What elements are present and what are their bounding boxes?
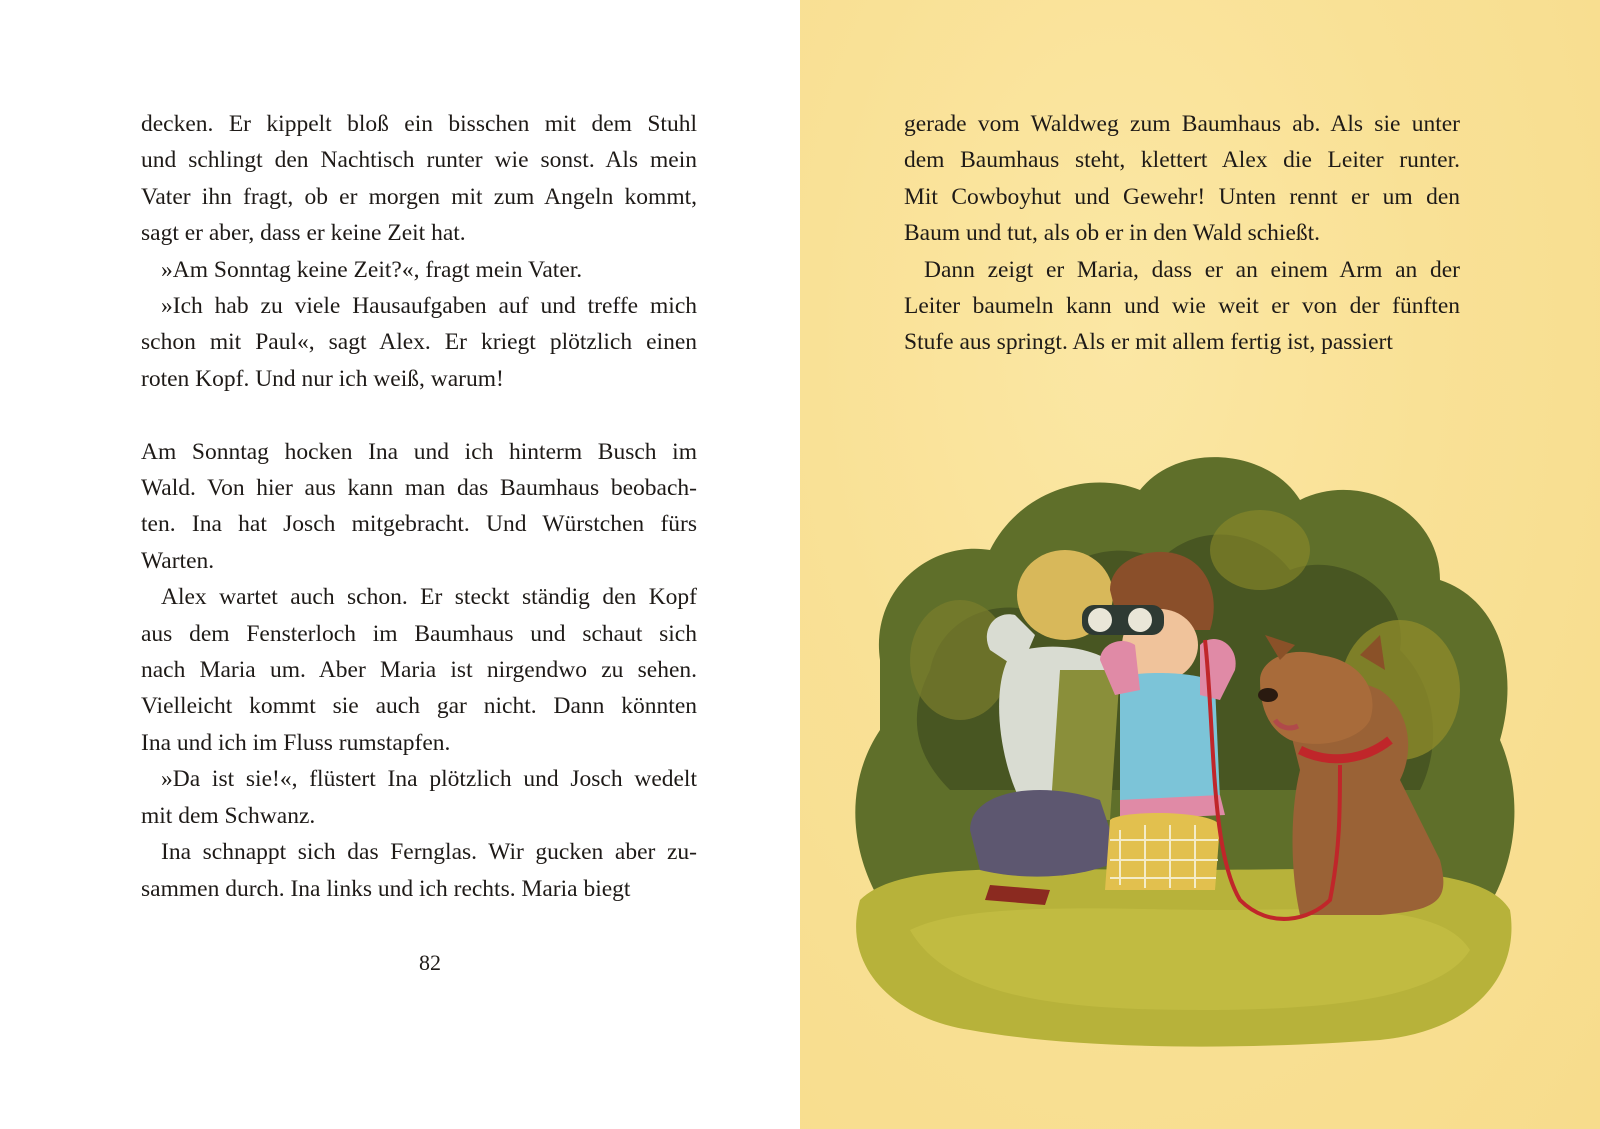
text-line: Vielleicht kommt sie auch gar nicht. Dann könnten — [141, 693, 697, 720]
text-line: und schlingt den Nachtisch runter wie sonst. Als mein — [141, 147, 697, 174]
text-line: »Ich hab zu viele Hausaufgaben auf und treffe mich — [161, 293, 697, 320]
text-line: mit dem Schwanz. — [141, 802, 316, 829]
text-line: schon mit Paul«, sagt Alex. Er kriegt plötzlich einen — [141, 329, 697, 356]
text-line: sammen durch. Ina links und ich rechts. Maria biegt — [141, 875, 631, 902]
text-line: aus dem Fensterloch im Baumhaus und schaut sich — [141, 620, 697, 647]
text-line: Warten. — [141, 547, 215, 574]
text-line: decken. Er kippelt bloß ein bisschen mit dem Stuhl — [141, 111, 697, 137]
story-illustration — [820, 430, 1540, 1050]
left-page-text — [141, 106, 697, 907]
text-line: Baum und tut, als ob er in den Wald schießt. — [904, 220, 1321, 247]
right-page-text — [904, 106, 1460, 361]
text-line: Leiter baumeln kann und wie weit er von der fünften — [904, 293, 1460, 320]
binoculars-icon — [1082, 605, 1164, 635]
text-line: Alex wartet auch schon. Er steckt ständig den Kopf — [161, 584, 697, 611]
text-line: nach Maria um. Aber Maria ist nirgendwo zu sehen. — [141, 657, 697, 684]
text-line: Am Sonntag hocken Ina und ich hinterm Busch im — [141, 438, 697, 465]
text-line: gerade vom Waldweg zum Baumhaus ab. Als sie unter — [904, 111, 1460, 137]
text-line: Stufe aus springt. Als er mit allem fertig ist, passiert — [904, 329, 1393, 356]
text-line: dem Baumhaus steht, klettert Alex die Leiter runter. — [904, 147, 1460, 174]
text-line: sagt er aber, dass er keine Zeit hat. — [141, 220, 466, 247]
text-line: ten. Ina hat Josch mitgebracht. Und Würstchen fürs — [141, 511, 697, 538]
section-break — [141, 397, 697, 433]
text-line: Ina und ich im Fluss rumstapfen. — [141, 729, 451, 756]
text-line: Mit Cowboyhut und Gewehr! Unten rennt er um den — [904, 183, 1460, 210]
text-line: roten Kopf. Und nur ich weiß, warum! — [141, 365, 504, 392]
text-line: »Da ist sie!«, flüstert Ina plötzlich und Josch wedelt — [161, 766, 697, 793]
text-line: Ina schnappt sich das Fernglas. Wir gucken aber zu- — [161, 839, 697, 866]
text-line: »Am Sonntag keine Zeit?«, fragt mein Vater. — [161, 256, 583, 283]
page-number: 82 — [419, 950, 441, 975]
binoculars-children-dog-illustration — [820, 430, 1540, 1050]
text-line: Wald. Von hier aus kann man das Baumhaus beobach- — [141, 475, 697, 502]
text-line: Vater ihn fragt, ob er morgen mit zum Angeln kommt, — [141, 183, 697, 210]
text-line: Dann zeigt er Maria, dass er an einem Arm an der — [924, 256, 1460, 283]
